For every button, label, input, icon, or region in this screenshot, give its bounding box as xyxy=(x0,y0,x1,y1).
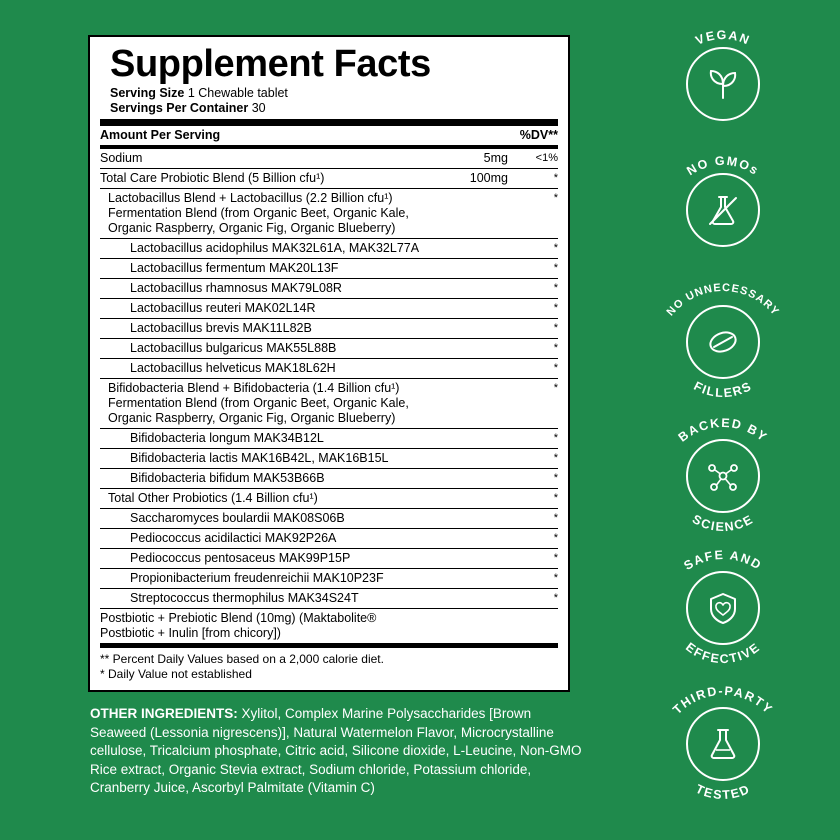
footnote-dv-not-established: * Daily Value not established xyxy=(100,667,252,681)
serving-size-label: Serving Size xyxy=(110,86,185,100)
row-name: Sodium xyxy=(100,151,143,165)
row-daily-value: * xyxy=(553,512,558,524)
table-row xyxy=(100,509,558,528)
svg-text:SAFE AND xyxy=(681,548,764,573)
badge-third-party-tested-label-bottom: TESTED xyxy=(693,781,753,803)
row-name: Total Care Probiotic Blend (5 Billion cfu¹) xyxy=(100,171,325,185)
row-daily-value: * xyxy=(553,242,558,254)
row-name: Bifidobacteria lactis MAK16B42L, MAK16B15L xyxy=(130,451,389,465)
shield-heart-icon xyxy=(703,588,743,628)
footnote-daily-values: ** Percent Daily Values based on a 2,000 calorie diet. xyxy=(100,652,384,666)
table-row xyxy=(100,279,558,298)
svg-text:SCIENCE xyxy=(690,512,756,534)
table-row xyxy=(100,169,558,188)
serving-size-value: 1 Chewable tablet xyxy=(187,86,288,100)
badge-backed-by-science-circle xyxy=(686,439,760,513)
row-daily-value: * xyxy=(553,172,558,184)
table-row xyxy=(100,259,558,278)
badge-no-fillers xyxy=(648,278,798,406)
row-daily-value: * xyxy=(553,472,558,484)
table-row xyxy=(100,589,558,608)
badge-vegan xyxy=(648,20,798,148)
row-name: Bifidobacteria longum MAK34B12L xyxy=(130,431,324,445)
row-name: Lactobacillus acidophilus MAK32L61A, MAK32L77A xyxy=(130,241,420,255)
table-row xyxy=(100,469,558,488)
serving-size-line xyxy=(110,86,558,101)
badge-vegan-circle xyxy=(686,47,760,121)
pill-crossed-icon xyxy=(703,322,743,362)
row-amount: 5mg xyxy=(483,151,508,165)
row-daily-value: * xyxy=(553,492,558,504)
badge-third-party-tested-circle xyxy=(686,707,760,781)
badge-no-gmos xyxy=(648,146,798,274)
table-row xyxy=(100,239,558,258)
row-daily-value: * xyxy=(553,382,558,394)
row-name: Pediococcus acidilactici MAK92P26A xyxy=(130,531,337,545)
table-row xyxy=(100,529,558,548)
table-row xyxy=(100,339,558,358)
servings-per-container-line xyxy=(110,101,558,116)
divider-medium-bottom xyxy=(100,644,558,648)
table-header-row xyxy=(100,126,558,145)
row-name: Streptococcus thermophilus MAK34S24T xyxy=(130,591,359,605)
row-name: Postbiotic + Prebiotic Blend (10mg) (Maktabolite® Postbiotic + Inulin [from chicory]) xyxy=(100,611,377,640)
molecule-icon xyxy=(703,456,743,496)
table-row xyxy=(100,189,558,238)
row-daily-value: * xyxy=(553,452,558,464)
page-title: Supplement Facts xyxy=(110,43,431,85)
svg-text:TESTED xyxy=(693,782,752,802)
daily-value-header: %DV** xyxy=(519,128,558,142)
row-name: Saccharomyces boulardii MAK08S06B xyxy=(130,511,345,525)
row-daily-value: * xyxy=(553,192,558,204)
other-ingredients xyxy=(90,705,590,798)
table-row xyxy=(100,449,558,468)
table-row xyxy=(100,549,558,568)
row-daily-value: * xyxy=(553,592,558,604)
other-ingredients-text: Xylitol, Complex Marine Polysaccharides [Brown Seaweed (Lessonia nigrescens)], Natural Watermelon Flavor, Microcrystalline cellulose, Tricalcium phosphate, Citric acid, Silicone dioxide, L-Leucine, Non-GMO Rice extract, Organic Stevia extract, Sodium chloride, Potassium chloride, Cranberry Juice, Ascorbyl Palmitate (Vitamin C) xyxy=(90,706,582,795)
badge-safe-and-effective-label-bottom: EFFECTIVE xyxy=(683,639,763,667)
row-name: Lactobacillus reuteri MAK02L14R xyxy=(130,301,316,315)
row-name: Bifidobacteria Blend + Bifidobacteria (1.4 Billion cfu¹) Fermentation Blend (from Organic Beet, Organic Kale, Organic Raspberry, Organic Fig, Organic Blueberry) xyxy=(108,381,409,425)
row-amount: 100mg xyxy=(469,171,508,185)
table-row xyxy=(100,299,558,318)
table-row xyxy=(100,609,558,643)
badge-backed-by-science-label-top: BACKED BY xyxy=(675,415,771,445)
table-row xyxy=(100,429,558,448)
badge-third-party-tested-label-top: THIRD-PARTY xyxy=(670,683,776,718)
row-name: Lactobacillus helveticus MAK18L62H xyxy=(130,361,336,375)
badge-safe-and-effective-circle xyxy=(686,571,760,645)
row-daily-value: * xyxy=(553,432,558,444)
row-name: Bifidobacteria bifidum MAK53B66B xyxy=(130,471,325,485)
row-daily-value: * xyxy=(553,362,558,374)
servings-per-container-value: 30 xyxy=(251,101,266,115)
svg-text:FILLERS xyxy=(691,379,754,400)
table-row xyxy=(100,149,558,168)
row-name: Lactobacillus bulgaricus MAK55L88B xyxy=(130,341,337,355)
row-daily-value: * xyxy=(553,572,558,584)
leaf-icon xyxy=(703,64,743,104)
row-daily-value: * xyxy=(553,302,558,314)
badge-safe-and-effective xyxy=(648,544,798,672)
badge-no-fillers-label-bottom: FILLERS xyxy=(691,378,755,401)
divider-thick xyxy=(100,119,558,126)
row-name: Pediococcus pentosaceus MAK99P15P xyxy=(130,551,351,565)
badge-no-fillers-label-top: NO UNNECESSARY xyxy=(664,281,782,319)
servings-per-container-label: Servings Per Container xyxy=(110,101,249,115)
badge-no-gmos-label: NO GMOs xyxy=(684,153,762,179)
table-row xyxy=(100,379,558,428)
badge-safe-and-effective-label-top: SAFE AND xyxy=(681,547,765,573)
badge-column xyxy=(620,20,830,820)
row-daily-value: * xyxy=(553,342,558,354)
footnotes xyxy=(100,652,558,682)
badge-backed-by-science-label-bottom: SCIENCE xyxy=(689,512,757,535)
badge-no-gmos-circle xyxy=(686,173,760,247)
badge-vegan-label: VEGAN xyxy=(693,27,753,48)
row-name: Total Other Probiotics (1.4 Billion cfu¹) xyxy=(108,491,318,505)
nutrient-rows xyxy=(100,149,558,644)
row-name: Lactobacillus fermentum MAK20L13F xyxy=(130,261,339,275)
table-row xyxy=(100,359,558,378)
row-daily-value: * xyxy=(553,262,558,274)
table-row xyxy=(100,569,558,588)
svg-text:VEGAN xyxy=(693,28,752,48)
supplement-facts-panel xyxy=(88,35,570,692)
row-name: Lactobacillus rhamnosus MAK79L08R xyxy=(130,281,342,295)
amount-per-serving-header: Amount Per Serving xyxy=(100,128,221,142)
badge-backed-by-science xyxy=(648,412,798,540)
table-row xyxy=(100,489,558,508)
badge-third-party-tested xyxy=(648,680,798,808)
badge-no-fillers-circle xyxy=(686,305,760,379)
row-daily-value: * xyxy=(553,322,558,334)
row-name: Lactobacillus Blend + Lactobacillus (2.2 Billion cfu¹) Fermentation Blend (from Organic Beet, Organic Kale, Organic Raspberry, Organic Fig, Organic Blueberry) xyxy=(108,191,409,235)
table-row xyxy=(100,319,558,338)
row-name: Lactobacillus brevis MAK11L82B xyxy=(130,321,312,335)
row-daily-value: * xyxy=(553,282,558,294)
other-ingredients-label: OTHER INGREDIENTS: xyxy=(90,706,238,721)
row-daily-value: * xyxy=(553,552,558,564)
beaker-icon xyxy=(703,724,743,764)
row-name: Propionibacterium freudenreichii MAK10P23F xyxy=(130,571,384,585)
row-daily-value: * xyxy=(553,532,558,544)
flask-icon xyxy=(703,190,743,230)
row-daily-value: <1% xyxy=(535,152,558,164)
